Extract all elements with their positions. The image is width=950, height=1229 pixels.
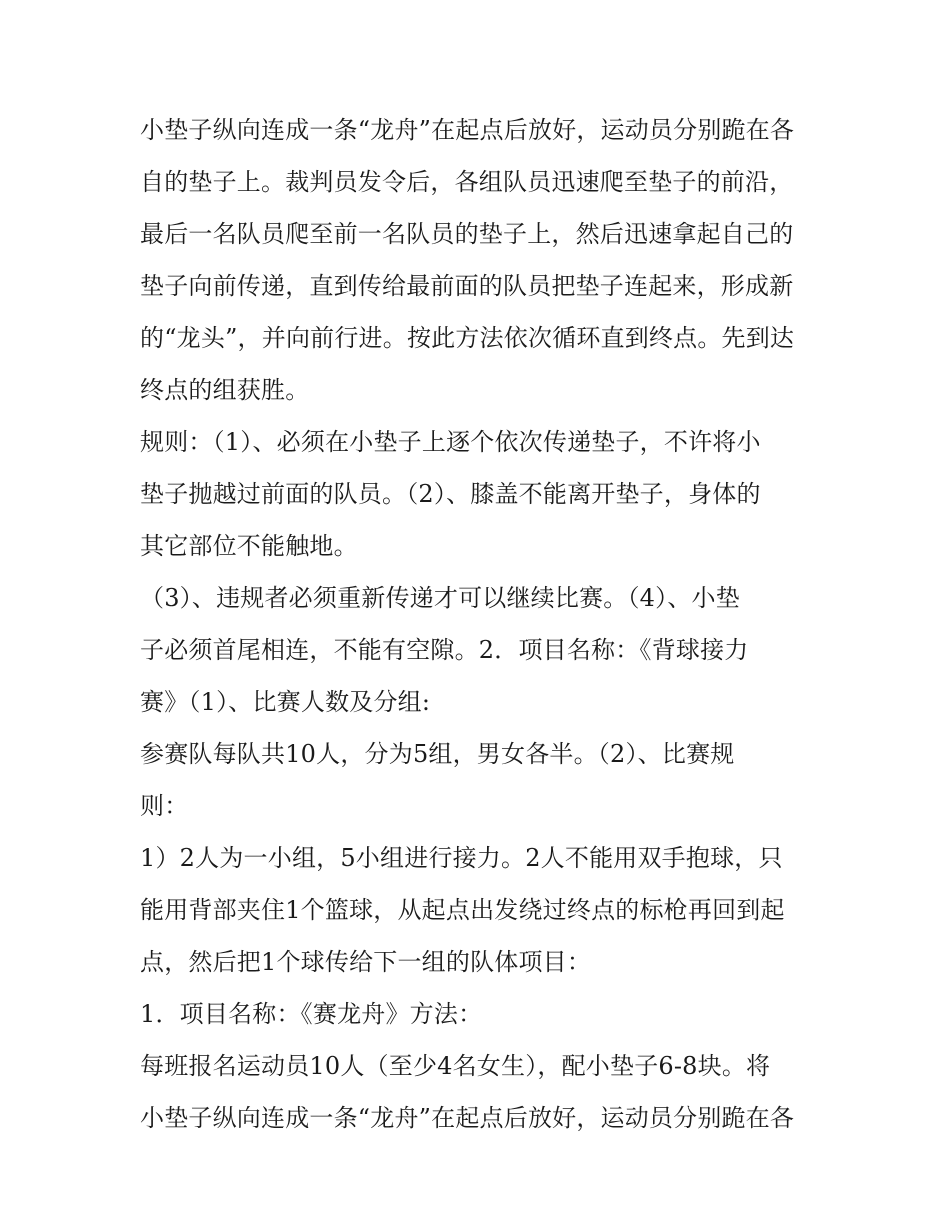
text-line: 参赛队每队共10人，分为5组，男女各半。（2）、比赛规 [140, 740, 735, 768]
text-line: 点，然后把1个球传给下一组的队体项目： [140, 948, 592, 976]
text-line: 小垫子纵向连成一条“龙舟”在起点后放好，运动员分别跪在各 [140, 116, 795, 144]
text-line: 其它部位不能触地。 [140, 532, 358, 560]
text-line: 每班报名运动员10人（至少4名女生），配小垫子6-8块。将 [140, 1052, 771, 1080]
text-line: 1．项目名称：《赛龙舟》方法： [140, 1000, 483, 1028]
text-line: 垫子向前传递，直到传给最前面的队员把垫子连起来，形成新 [140, 272, 794, 300]
text-line: 的“龙头”，并向前行进。按此方法依次循环直到终点。先到达 [140, 324, 795, 352]
text-line: 子必须首尾相连，不能有空隙。2．项目名称：《背球接力 [140, 636, 749, 664]
text-line: 1）2人为一小组，5小组进行接力。2人不能用双手抱球，只 [140, 844, 783, 872]
text-line: （3）、违规者必须重新传递才可以继续比赛。（4）、小垫 [140, 584, 740, 612]
text-line: 则： [140, 792, 189, 820]
text-line: 能用背部夹住1个篮球，从起点出发绕过终点的标枪再回到起 [140, 896, 785, 924]
text-line: 终点的组获胜。 [140, 376, 310, 404]
text-line: 小垫子纵向连成一条“龙舟”在起点后放好，运动员分别跪在各 [140, 1104, 795, 1132]
text-line: 赛》（1）、比赛人数及分组: [140, 688, 431, 716]
text-line: 规则：（1）、必须在小垫子上逐个依次传递垫子，不许将小 [140, 428, 761, 456]
document-body [140, 104, 820, 1144]
text-line: 垫子抛越过前面的队员。（2）、膝盖不能离开垫子，身体的 [140, 480, 761, 508]
text-line: 最后一名队员爬至前一名队员的垫子上，然后迅速拿起自己的 [140, 220, 794, 248]
text-line: 自的垫子上。裁判员发令后，各组队员迅速爬至垫子的前沿， [140, 168, 794, 196]
